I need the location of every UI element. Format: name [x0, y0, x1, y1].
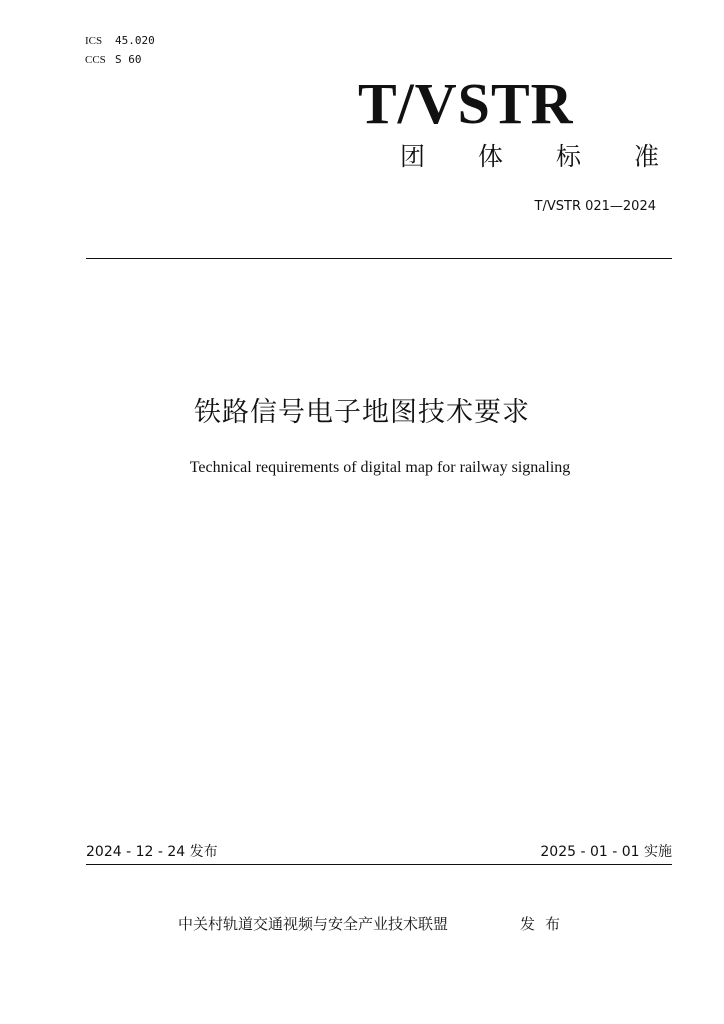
ics-label: ICS	[85, 35, 103, 47]
issuing-organization: 中关村轨道交通视频与安全产业技术联盟	[178, 915, 449, 933]
standard-code: T/VSTR 021—2024	[534, 199, 656, 214]
publish-date: 2024 - 12 - 24 发布	[86, 844, 218, 860]
ccs-classification	[85, 53, 142, 67]
footer-divider	[86, 864, 672, 865]
standard-type: 团体标准	[400, 142, 713, 171]
document-title-chinese: 铁路信号电子地图技术要求	[194, 397, 530, 428]
ics-classification	[85, 34, 155, 48]
issue-label: 发布	[520, 915, 571, 933]
implement-date: 2025 - 01 - 01 实施	[540, 844, 672, 860]
header-divider	[86, 258, 672, 259]
ics-value: 45.020	[115, 34, 155, 47]
document-title-english: Technical requirements of digital map for railway signaling	[189, 459, 571, 476]
ccs-label: CCS	[85, 54, 106, 66]
ccs-value: S 60	[115, 53, 142, 66]
standard-brand: T/VSTR	[358, 71, 574, 136]
